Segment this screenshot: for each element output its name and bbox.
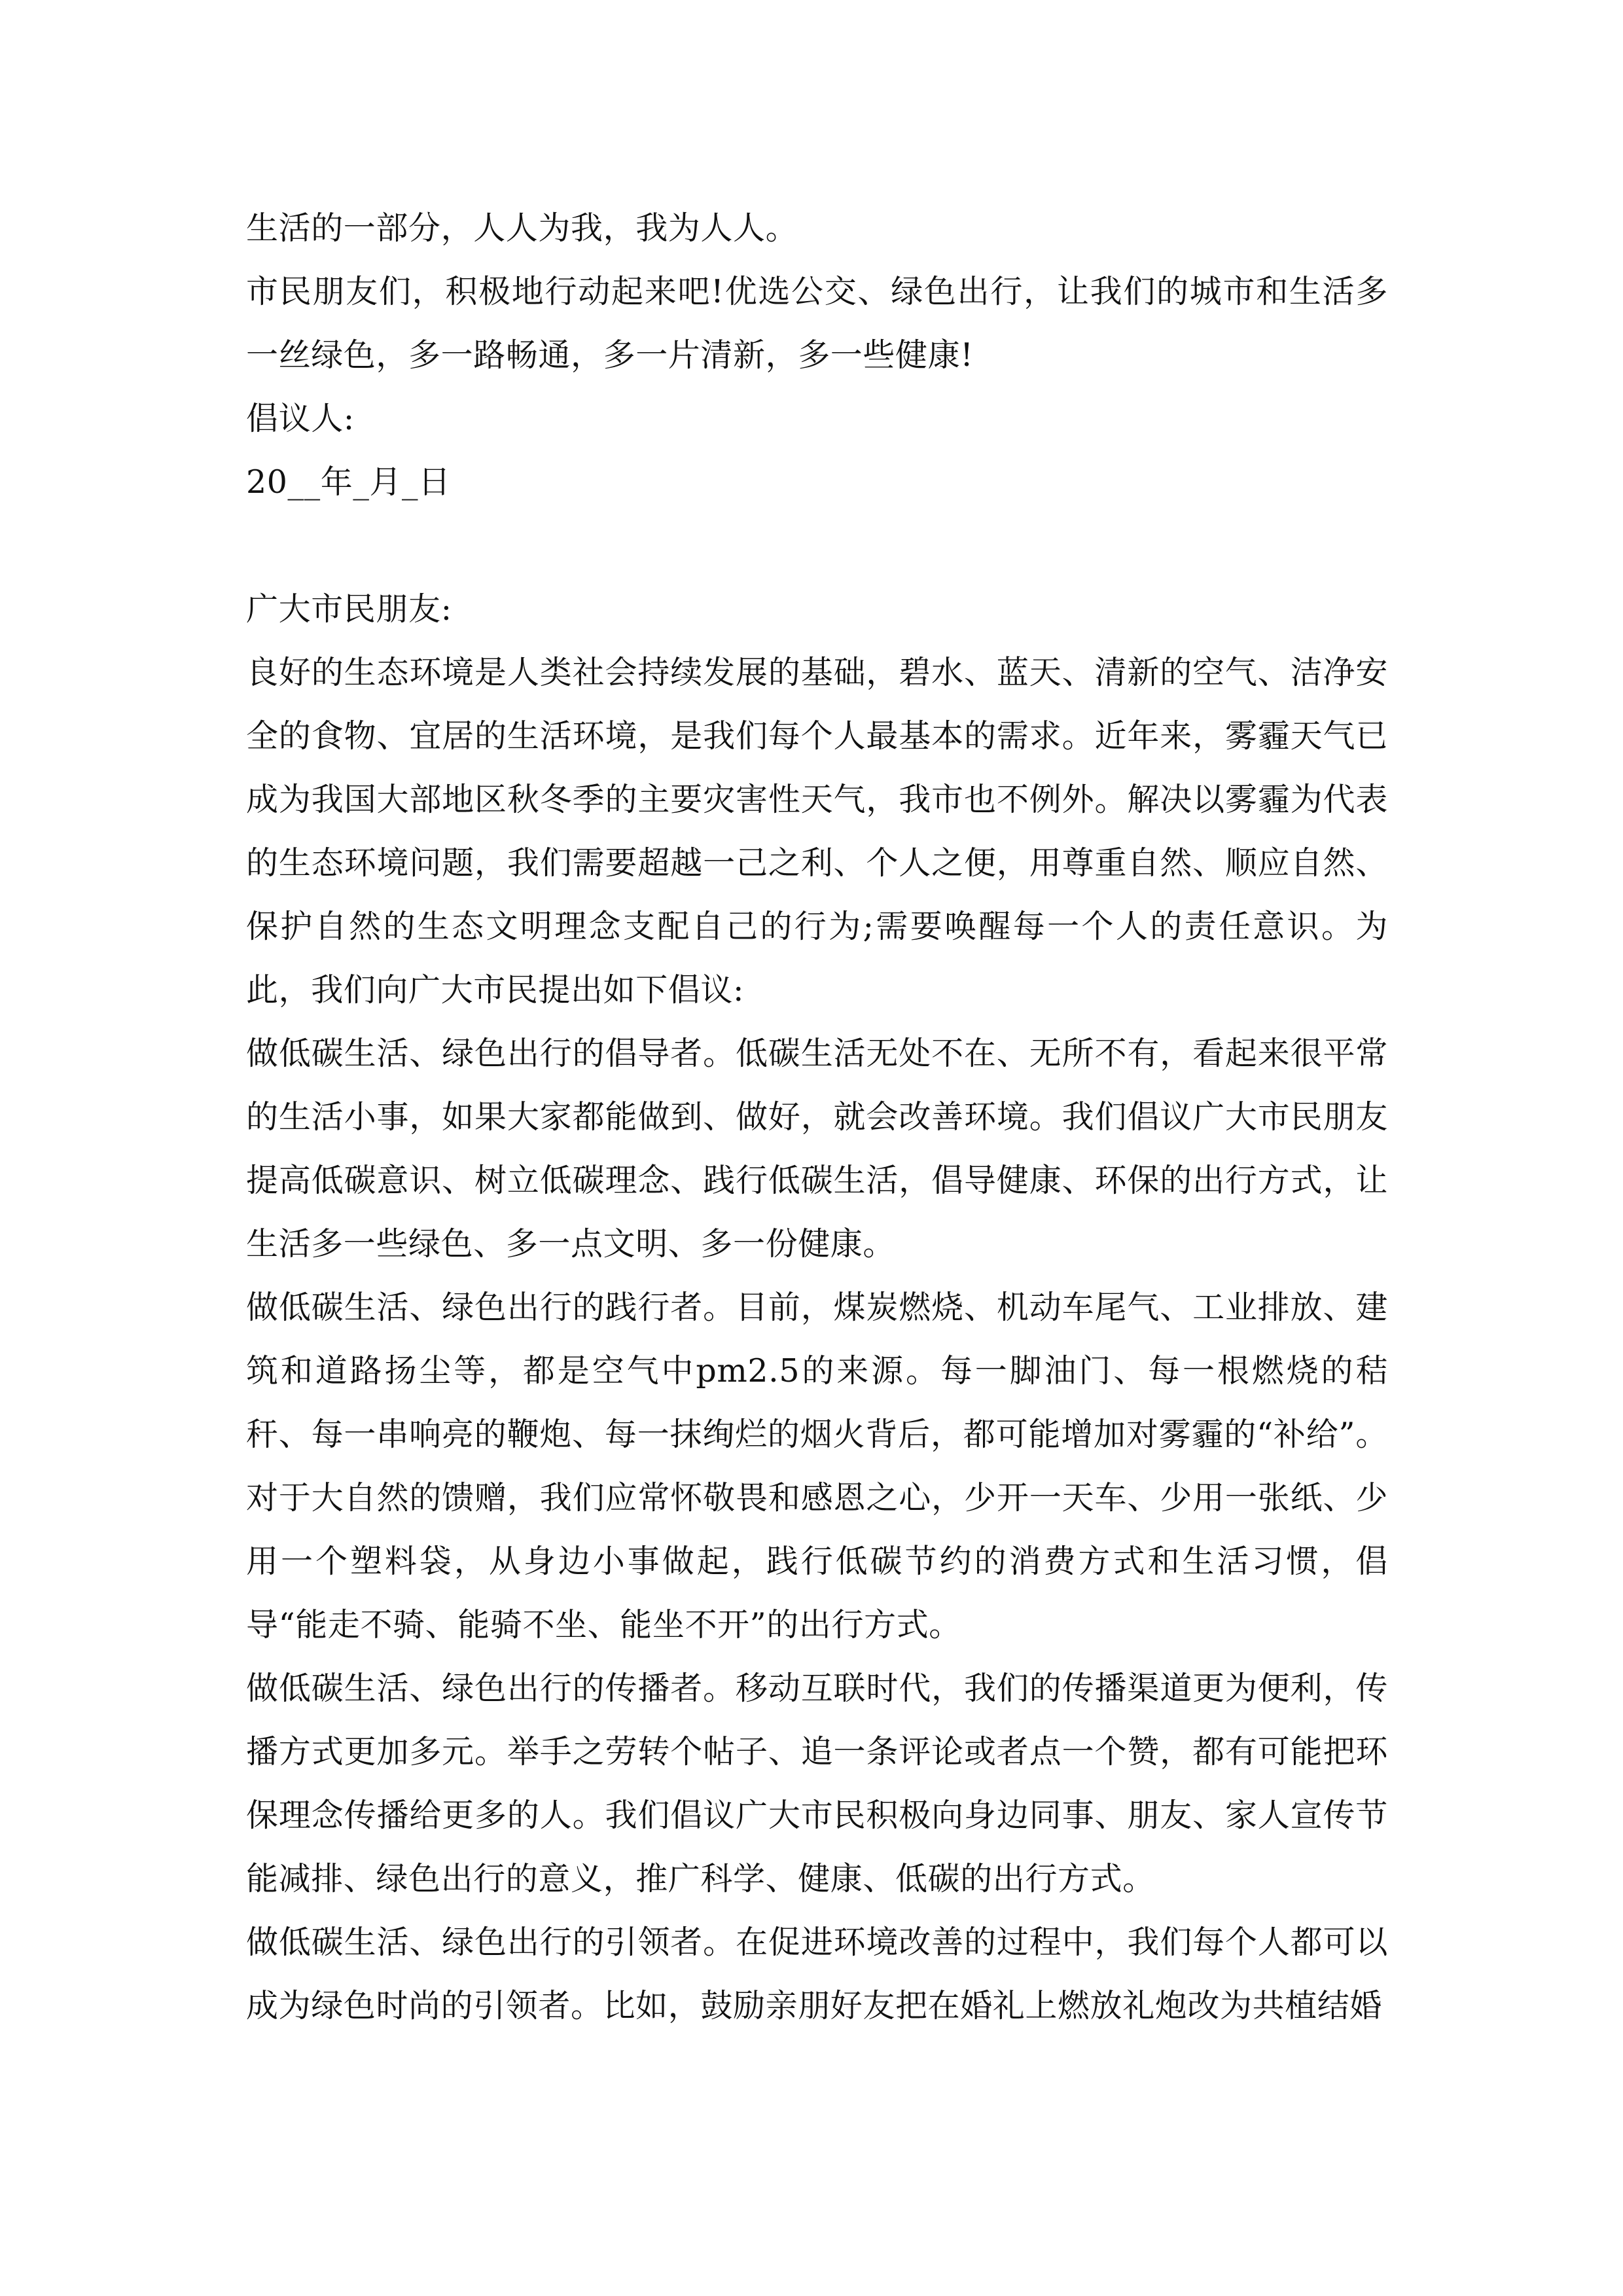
- paragraph-communicator: 做低碳生活、绿色出行的传播者。移动互联时代，我们的传播渠道更为便利，传播方式更加多元。举手之劳转个帖子、追一条评论或者点一个赞，都有可能把环保理念传播给更多的人。我们倡议广大市民积极向身边同事、朋友、家人宣传节能减排、绿色出行的意义，推广科学、健康、低碳的出行方式。: [246, 1670, 1388, 1897]
- paragraph-advocate: 做低碳生活、绿色出行的倡导者。低碳生活无处不在、无所不有，看起来很平常的生活小事，如果大家都能做到、做好，就会改善环境。我们倡议广大市民朋友提高低碳意识、树立低碳理念、践行低碳生活，倡导健康、环保的出行方式，让生活多一些绿色、多一点文明、多一份健康。: [246, 1035, 1388, 1263]
- paragraph-leader: 做低碳生活、绿色出行的引领者。在促进环境改善的过程中，我们每个人都可以成为绿色时尚的引领者。比如，鼓励亲朋好友把在婚礼上燃放礼炮改为共植结婚: [246, 1924, 1388, 2024]
- paragraph-continuation: 生活的一部分，人人为我，我为人人。: [246, 209, 798, 247]
- date-line: 20__年_月_日: [246, 463, 451, 501]
- paragraph-call-to-action: 市民朋友们，积极地行动起来吧!优选公交、绿色出行，让我们的城市和生活多一丝绿色，多一路畅通，多一片清新，多一些健康!: [246, 273, 1388, 374]
- paragraph-practitioner: 做低碳生活、绿色出行的践行者。目前，煤炭燃烧、机动车尾气、工业排放、建筑和道路扬尘等，都是空气中pm2.5的来源。每一脚油门、每一根燃烧的秸秆、每一串响亮的鞭炮、每一抹绚烂的烟火背后，都可能增加对雾霾的“补给”。对于大自然的馈赠，我们应常怀敬畏和感恩之心，少开一天车、少用一张纸、少用一个塑料袋，从身边小事做起，践行低碳节约的消费方式和生活习惯，倡导“能走不骑、能骑不坐、能坐不开”的出行方式。: [246, 1289, 1388, 1643]
- paragraph-intro: 良好的生态环境是人类社会持续发展的基础，碧水、蓝天、清新的空气、洁净安全的食物、宜居的生活环境，是我们每个人最基本的需求。近年来，雾霾天气已成为我国大部地区秋冬季的主要灾害性天气，我市也不例外。解决以雾霾为代表的生态环境问题，我们需要超越一己之利、个人之便，用尊重自然、顺应自然、保护自然的生态文明理念支配自己的行为;需要唤醒每一个人的责任意识。为此，我们向广大市民提出如下倡议:: [246, 654, 1388, 1009]
- section-gap: [246, 514, 1388, 577]
- document-body: [246, 196, 1388, 2037]
- signature-line: 倡议人:: [246, 400, 355, 437]
- salutation: 广大市民朋友:: [246, 590, 452, 628]
